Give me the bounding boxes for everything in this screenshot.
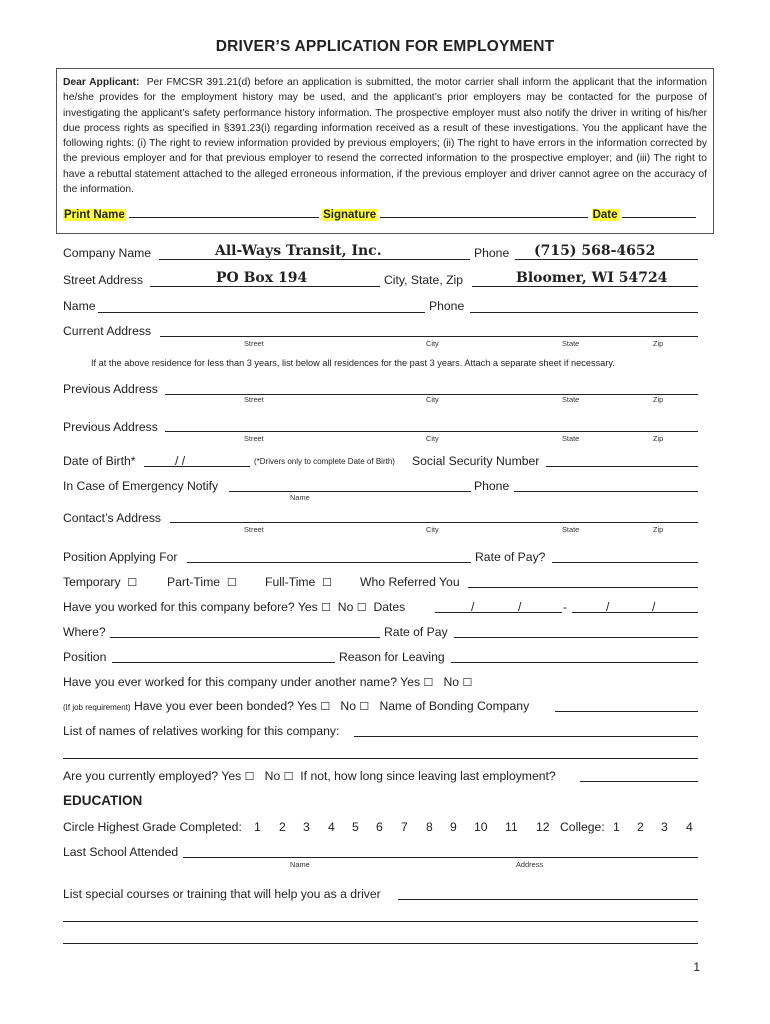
referred-field[interactable]: [468, 587, 698, 588]
relatives-field-2[interactable]: [63, 758, 698, 759]
college-option-2[interactable]: 2: [637, 820, 644, 834]
worked-before-yes-checkbox[interactable]: ☐: [321, 602, 332, 614]
emergency-name-field[interactable]: [229, 491, 471, 492]
dob-field[interactable]: [144, 466, 250, 467]
applicant-name-label: Name: [63, 299, 96, 313]
currently-employed-row: Are you currently employed? Yes ☐ No ☐ If not, how long since leaving last employment?: [63, 769, 556, 783]
where-field[interactable]: [110, 637, 380, 638]
sub-zip: Zip: [653, 339, 664, 348]
rate-of-pay-label: Rate of Pay: [384, 625, 448, 639]
worked-before-no-checkbox[interactable]: ☐: [356, 602, 367, 614]
position-field[interactable]: [112, 662, 335, 663]
date-label: Date: [592, 209, 618, 221]
sub-state: State: [562, 525, 580, 534]
last-school-label: Last School Attended: [63, 845, 179, 859]
applicant-phone-field[interactable]: [470, 312, 698, 313]
school-address-sublabel: Address: [516, 860, 544, 869]
company-phone-label: Phone: [474, 246, 510, 260]
another-name-label: Have you ever worked for this company under another name?: [63, 675, 397, 689]
grade-option-12[interactable]: 12: [536, 820, 550, 834]
employed-yes-checkbox[interactable]: ☐: [244, 771, 255, 783]
page-number: 1: [693, 960, 700, 974]
parttime-label: Part-Time ☐: [167, 575, 237, 589]
special-courses-label: List special courses or training that will help you as a driver: [63, 887, 381, 901]
grade-option-10[interactable]: 10: [474, 820, 488, 834]
city-state-zip-value: Bloomer, WI 54724: [516, 270, 668, 286]
rate-of-pay-field[interactable]: [454, 637, 698, 638]
grade-option-2[interactable]: 2: [279, 820, 286, 834]
special-courses-field-2[interactable]: [63, 921, 698, 922]
grade-option-1[interactable]: 1: [254, 820, 261, 834]
where-label: Where?: [63, 625, 106, 639]
sub-city: City: [426, 339, 439, 348]
applicant-phone-label: Phone: [429, 299, 465, 313]
sub-street: Street: [244, 525, 264, 534]
residence-note: If at the above residence for less than 3 years, list below all residences for the past 3 years. Attach a separate sheet if necessary.: [91, 358, 615, 368]
street-address-line[interactable]: [150, 286, 380, 287]
signature-label: Signature: [323, 209, 377, 221]
parttime-checkbox[interactable]: ☐: [226, 577, 237, 589]
sub-state: State: [562, 339, 580, 348]
fulltime-checkbox[interactable]: ☐: [322, 577, 332, 589]
company-phone-value: (715) 568-4652: [534, 243, 656, 259]
bonding-company-label: Name of Bonding Company: [379, 699, 530, 713]
applicant-notice: [56, 68, 714, 234]
sub-city: City: [426, 525, 439, 534]
sub-zip: Zip: [653, 525, 664, 534]
temporary-label: Temporary ☐: [63, 575, 138, 589]
dates-to-field[interactable]: [572, 612, 698, 613]
signature-field[interactable]: [380, 208, 588, 218]
ssn-label: Social Security Number: [412, 454, 540, 468]
previous-address-field-2[interactable]: [165, 431, 698, 432]
emergency-phone-label: Phone: [474, 479, 510, 493]
print-name-label: Print Name: [64, 209, 125, 221]
referred-label: Who Referred You: [360, 575, 460, 589]
education-heading: EDUCATION: [63, 793, 143, 808]
street-address-label: Street Address: [63, 273, 143, 287]
another-name-row: Have you ever worked for this company under another name? Yes ☐ No ☐: [63, 675, 473, 689]
contact-address-label: Contact’s Address: [63, 511, 162, 525]
college-label: College:: [560, 820, 605, 834]
sub-zip: Zip: [653, 395, 664, 404]
ssn-field[interactable]: [546, 466, 698, 467]
another-name-yes-checkbox[interactable]: ☐: [423, 677, 434, 689]
company-phone-line[interactable]: [515, 259, 698, 260]
rate-of-pay-q-label: Rate of Pay?: [475, 550, 546, 564]
school-name-sublabel: Name: [290, 860, 310, 869]
notice-label: Dear Applicant:: [63, 77, 140, 88]
relatives-label: List of names of relatives working for this company:: [63, 724, 340, 738]
grade-option-6[interactable]: 6: [376, 820, 383, 834]
rate-of-pay-q-field[interactable]: [552, 562, 698, 563]
sub-street: Street: [244, 395, 264, 404]
college-option-3[interactable]: 3: [661, 820, 668, 834]
employed-no-checkbox[interactable]: ☐: [283, 771, 294, 783]
current-address-label: Current Address: [63, 324, 152, 338]
sub-zip: Zip: [653, 434, 664, 443]
grade-option-11[interactable]: 11: [505, 820, 518, 834]
previous-address-label: Previous Address: [63, 420, 158, 434]
dob-slashes: / /: [175, 454, 186, 468]
reason-leaving-label: Reason for Leaving: [339, 650, 445, 664]
how-long-field[interactable]: [580, 781, 698, 782]
bonding-company-field[interactable]: [555, 711, 698, 712]
sub-state: State: [562, 434, 580, 443]
sub-city: City: [426, 395, 439, 404]
special-courses-field-1[interactable]: [398, 899, 698, 900]
current-address-field[interactable]: [160, 336, 698, 337]
emergency-label: In Case of Emergency Notify: [63, 479, 219, 493]
grade-option-7[interactable]: 7: [401, 820, 408, 834]
date-field[interactable]: [622, 208, 696, 218]
grade-option-3[interactable]: 3: [303, 820, 310, 834]
last-school-field[interactable]: [183, 857, 698, 858]
bonded-yes-checkbox[interactable]: ☐: [320, 701, 331, 713]
contact-address-field[interactable]: [170, 522, 698, 523]
emergency-phone-field[interactable]: [514, 491, 698, 492]
circle-grade-label: Circle Highest Grade Completed:: [63, 820, 242, 834]
street-address-value: PO Box 194: [216, 270, 308, 286]
reason-leaving-field[interactable]: [451, 662, 698, 663]
sub-state: State: [562, 395, 580, 404]
emergency-name-sublabel: Name: [290, 493, 310, 502]
sub-street: Street: [244, 434, 264, 443]
print-name-field[interactable]: [129, 208, 319, 218]
signature-row: [63, 208, 696, 221]
sub-street: Street: [244, 339, 264, 348]
grade-option-9[interactable]: 9: [450, 820, 457, 834]
company-name-line[interactable]: [159, 259, 470, 260]
worked-before-label: Have you worked for this company before?: [63, 600, 295, 614]
college-option-1[interactable]: 1: [613, 820, 620, 834]
applicant-name-field[interactable]: [98, 312, 425, 313]
grade-option-4[interactable]: 4: [328, 820, 335, 834]
bonded-label: Have you ever been bonded?: [133, 699, 294, 713]
dates-from-field[interactable]: [435, 612, 562, 613]
special-courses-field-3[interactable]: [63, 943, 698, 944]
college-option-4[interactable]: 4: [686, 820, 693, 834]
currently-employed-label: Are you currently employed?: [63, 769, 219, 783]
how-long-label: If not, how long since leaving last employment?: [300, 769, 556, 783]
another-name-no-checkbox[interactable]: ☐: [462, 677, 473, 689]
job-requirement-note: (If job requirement): [63, 703, 131, 712]
grade-option-5[interactable]: 5: [352, 820, 359, 834]
temporary-checkbox[interactable]: ☐: [127, 577, 138, 589]
bonded-no-checkbox[interactable]: ☐: [359, 701, 370, 713]
previous-address-label: Previous Address: [63, 382, 158, 396]
city-state-zip-label: City, State, Zip: [384, 273, 464, 287]
form-title: DRIVER’S APPLICATION FOR EMPLOYMENT: [215, 38, 555, 55]
dob-label: Date of Birth*: [63, 454, 136, 468]
dob-note: (*Drivers only to complete Date of Birth): [254, 457, 395, 466]
position-label: Position: [63, 650, 107, 664]
position-applying-label: Position Applying For: [63, 550, 178, 564]
notice-text: Per FMCSR 391.21(d) before an application is submitted, the motor carrier shall inform the applicant that the information he/she provides for the employment history may be used, and the applicant’s prior employers may be contacted for the purpose of investigating the applicant’s safety performance history information. The prospective employer must also notify the driver in writing of his/her due process rights as specified in §391.23(i) regarding information received as a result of these investigations. You the applicant have the following rights: (i) The right to review information provided by previous employers; (ii) The right to have errors in the information corrected by the previous employer and for that previous employer to resend the corrected information to the prospective employer; and (iii) The right to have a rebuttal statement attached to the alleged erroneous information, if the previous employer and driver cannot agree on the accuracy of the information.: [63, 77, 708, 196]
relatives-field-1[interactable]: [354, 736, 698, 737]
position-applying-field[interactable]: [187, 562, 471, 563]
dates-label: Dates: [373, 600, 406, 614]
sub-city: City: [426, 434, 439, 443]
grade-option-8[interactable]: 8: [426, 820, 433, 834]
fulltime-label: Full-Time ☐: [265, 575, 332, 589]
company-name-value: All-Ways Transit, Inc.: [215, 243, 382, 259]
bonded-row: (If job requirement) Have you ever been bonded? Yes ☐ No ☐ Name of Bonding Company: [63, 699, 530, 713]
city-state-zip-line[interactable]: [472, 286, 698, 287]
company-name-label: Company Name: [63, 246, 152, 260]
worked-before-row: Have you worked for this company before? Yes ☐ No ☐ Dates: [63, 600, 406, 614]
